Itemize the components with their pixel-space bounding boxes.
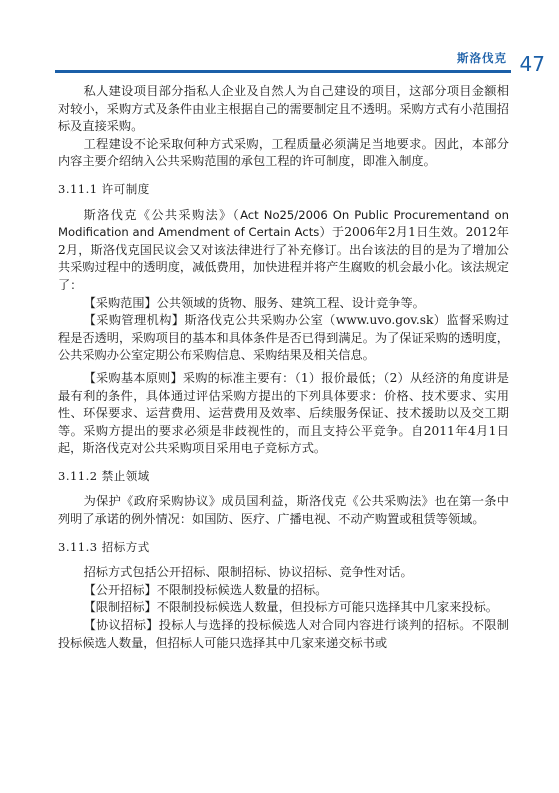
header-rule (55, 70, 511, 73)
section-heading-tender-methods: 3.11.3 招标方式 (58, 539, 150, 554)
procurement-act-text-a: 斯洛伐克《公共采购法》（ (83, 207, 241, 222)
page-number: 47 (519, 52, 545, 76)
paragraph-negotiated-tender: 【协议招标】投标人与选择的投标候选人对合同内容进行谈判的招标。不限制投标候选人数量，但招标人可能只选择其中几家来递交标书或 (58, 618, 509, 650)
page-body (58, 83, 509, 652)
paragraph-procurement-scope: 【采购范围】公共领域的货物、服务、建筑工程、设计竞争等。 (83, 295, 425, 310)
procurement-act-text-c: ）于2006年2月1日生效。2012年2月，斯洛伐克国民议会又对该法律进行了补充修订。出台该法的目的是为了增加公共采购过程中的透明度，减低费用，加快进程并将产生腐败的机会最小化。该法规定了： (58, 225, 509, 292)
paragraph-exceptions: 为保护《政府采购协议》成员国利益，斯洛伐克《公共采购法》也在第一条中列明了承诺的例外情况：如国防、医疗、广播电视、不动产购置或租赁等领域。 (58, 494, 509, 527)
paragraph-quality-requirements: 工程建设不论采取何种方式采购，工程质量必须满足当地要求。因此，本部分内容主要介绍纳入公共采购范围的承包工程的许可制度，即准入制度。 (58, 136, 509, 169)
section-heading-licensing: 3.11.1 许可制度 (58, 181, 150, 196)
section-heading-prohibited-areas: 3.11.2 禁止领域 (58, 468, 150, 483)
paragraph-restricted-tender: 【限制招标】不限制投标候选人数量，但投标方可能只选择其中几家来投标。 (83, 600, 498, 615)
paragraph-procurement-authority: 【采购管理机构】斯洛伐克公共采购办公室（www.uvo.gov.sk）监督采购过程是否透明，采购项目的基本和具体条件是否已得到满足。为了保证采购的透明度，公共采购办公室定期公布采购信息、采购结果及相关信息。 (58, 313, 509, 363)
paragraph-tender-types: 招标方式包括公开招标、限制招标、协议招标、竞争性对话。 (83, 565, 413, 580)
paragraph-open-tender: 【公开招标】不限制投标候选人数量的招标。 (83, 582, 328, 597)
paragraph-procurement-act (58, 207, 509, 295)
paragraph-private-projects: 私人建设项目部分指私人企业及自然人为自己建设的项目，这部分项目金额相对较小，采购方式及条件由业主根据自己的需要制定且不透明。采购方式有小范围招标及直接采购。 (58, 84, 509, 134)
procurement-act-title: Act No25/2006 On Public Procurementand on Modification and Amendment of Certain Acts (58, 207, 509, 240)
paragraph-procurement-principles: 【采购基本原则】采购的标准主要有：（1）报价最低；（2）从经济的角度讲是最有利的条件，具体通过评估采购方提出的下列具体要求：价格、技术要求、实用性、环保要求、运营费用、运营费用及效率、后续服务保证、技术援助以及交工期等。采购方提出的要求必须是非歧视性的，而且支持公平竞争。自2011年4月1日起，斯洛伐克对公共采购项目采用电子竞标方式。 (58, 370, 509, 456)
running-header-title: 斯洛伐克 (457, 51, 507, 65)
